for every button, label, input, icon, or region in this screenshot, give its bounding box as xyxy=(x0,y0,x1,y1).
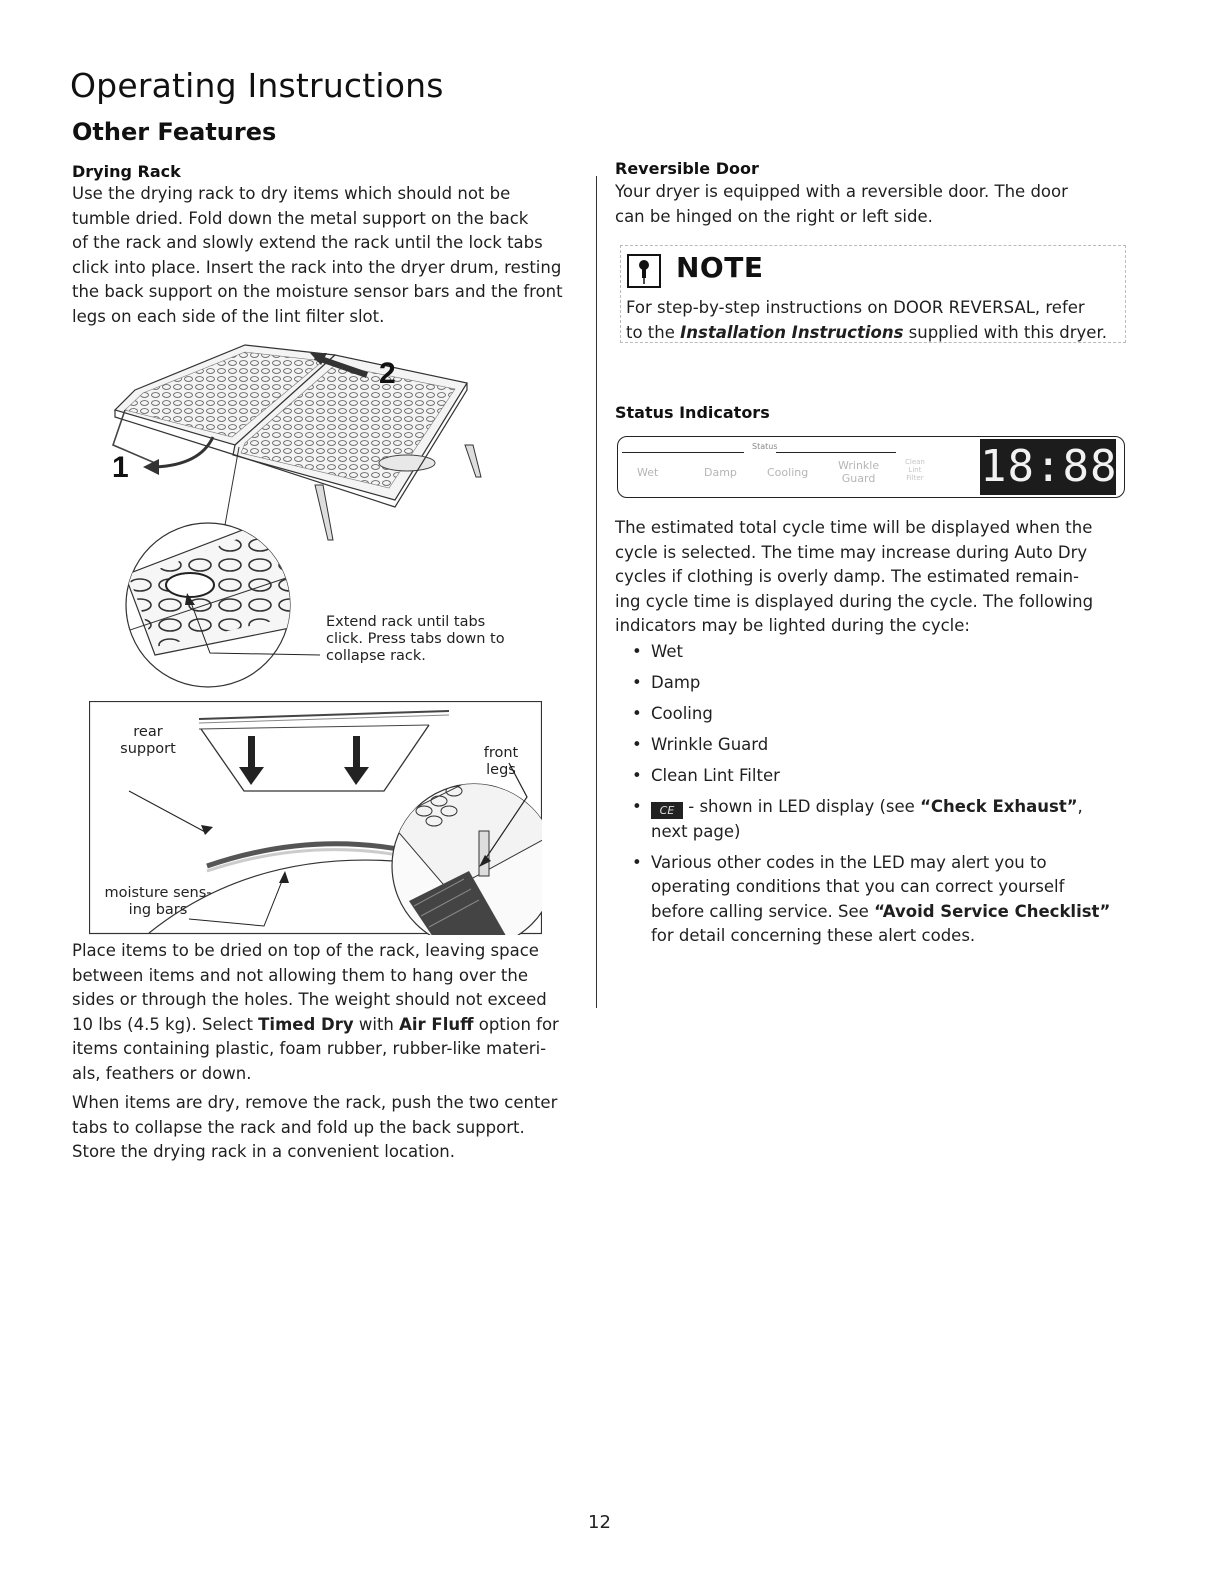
text-line: Place items to be dried on top of the rack, leaving space xyxy=(72,941,539,960)
air-fluff-term: Air Fluff xyxy=(399,1014,474,1034)
list-item xyxy=(628,795,1128,844)
text-line: cycle is selected. The time may increase during Auto Dry xyxy=(615,542,1088,562)
wet-indicator: Wet xyxy=(637,466,659,479)
text-span: to the xyxy=(626,322,681,342)
bullet-icon: • xyxy=(632,766,642,785)
indicator-line: Guard xyxy=(841,472,876,485)
bullet-icon: • xyxy=(632,642,642,661)
list-item xyxy=(628,851,1128,949)
rack-callout xyxy=(326,614,505,665)
wrinkle-guard-indicator xyxy=(838,459,879,485)
step-1-label: 1 xyxy=(112,451,129,484)
timed-dry-term: Timed Dry xyxy=(258,1014,354,1034)
text-line: sides or through the holes. The weight should not exceed xyxy=(72,990,547,1009)
text-line: Store the drying rack in a convenient location. xyxy=(72,1142,455,1161)
bullet-icon: • xyxy=(632,852,642,872)
text-line: items containing plastic, foam rubber, rubber-like materi- xyxy=(72,1039,547,1058)
text-line: cycles if clothing is overly damp. The estimated remain- xyxy=(615,567,1080,586)
item-text: before calling service. See xyxy=(651,901,875,921)
indicator-line: Lint xyxy=(908,466,922,474)
list-item xyxy=(628,764,1128,789)
label-line: moisture sens- xyxy=(104,885,212,901)
text-span: 10 lbs (4.5 kg). Select xyxy=(72,1014,259,1034)
bullet-icon: • xyxy=(632,735,642,754)
label-line: legs xyxy=(486,762,516,778)
text-line: tumble dried. Fold down the metal support on the back xyxy=(72,208,529,228)
callout-line: click. Press tabs down to xyxy=(326,631,505,647)
item-text: Wet xyxy=(651,642,683,661)
status-panel-label: Status xyxy=(752,442,778,451)
status-body xyxy=(615,516,1125,639)
indicator-line: Filter xyxy=(906,474,924,482)
list-item xyxy=(628,640,1128,665)
indicator-list xyxy=(628,640,1128,955)
moisture-bars-label xyxy=(98,885,218,919)
column-divider xyxy=(596,176,597,1008)
label-line: rear xyxy=(133,724,163,740)
pushpin-icon xyxy=(627,254,661,288)
ce-code-chip: CE xyxy=(651,802,683,819)
text-line: Your dryer is equipped with a reversible door. The door xyxy=(615,182,1068,201)
page-title: Operating Instructions xyxy=(70,66,444,105)
text-line: The estimated total cycle time will be displayed when the xyxy=(615,518,1093,537)
clean-lint-filter-indicator xyxy=(905,458,925,482)
item-text: - shown in LED display (see xyxy=(683,797,921,816)
text-span: option for xyxy=(473,1014,559,1034)
item-text: for detail concerning these alert codes. xyxy=(651,926,976,945)
status-indicators-heading: Status Indicators xyxy=(615,403,770,422)
text-line: Use the drying rack to dry items which should not be xyxy=(72,184,511,203)
reversible-door-text xyxy=(615,180,1125,229)
note-line: For step-by-step instructions on DOOR REVERSAL, refer xyxy=(626,298,1085,317)
drying-rack-storage xyxy=(72,1091,582,1165)
text-line: als, feathers or down. xyxy=(72,1063,252,1083)
led-display: 18:88 xyxy=(980,439,1116,495)
bullet-icon: • xyxy=(632,704,642,723)
text-line: can be hinged on the right or left side. xyxy=(615,206,933,226)
item-text: Wrinkle Guard xyxy=(651,735,769,754)
callout-line: Extend rack until tabs xyxy=(326,614,486,630)
item-text: Clean Lint Filter xyxy=(651,766,780,785)
text-line: between items and not allowing them to hang over the xyxy=(72,965,528,985)
bullet-icon: • xyxy=(632,797,642,816)
item-text: operating conditions that you can correct yourself xyxy=(651,877,1065,896)
text-line: legs on each side of the lint filter slot. xyxy=(72,306,385,326)
list-item xyxy=(628,733,1128,758)
label-line: front xyxy=(483,745,519,761)
text-line: of the rack and slowly extend the rack until the lock tabs xyxy=(72,233,543,252)
label-line: ing bars xyxy=(128,902,188,918)
text-span: supplied with this dryer. xyxy=(903,322,1107,342)
status-divider-left xyxy=(622,452,744,453)
item-text: next page) xyxy=(651,821,741,841)
text-line: indicators may be lighted during the cycle: xyxy=(615,616,970,635)
text-line: click into place. Insert the rack into the dryer drum, resting xyxy=(72,257,562,277)
cooling-indicator: Cooling xyxy=(767,466,809,479)
text-line: When items are dry, remove the rack, push the two center xyxy=(72,1093,558,1112)
list-item xyxy=(628,702,1128,727)
text-line: tabs to collapse the rack and fold up the back support. xyxy=(72,1117,525,1137)
note-text xyxy=(626,296,1122,345)
item-text: , xyxy=(1077,797,1083,816)
bullet-icon: • xyxy=(632,673,642,692)
front-legs-label xyxy=(476,745,526,779)
text-span: with xyxy=(353,1014,400,1034)
indicator-line: Clean xyxy=(905,458,925,466)
rear-support-label xyxy=(113,724,183,758)
text-line: the back support on the moisture sensor bars and the front xyxy=(72,282,563,301)
installation-instructions-term: Installation Instructions xyxy=(680,322,904,342)
text-line: ing cycle time is displayed during the cycle. The following xyxy=(615,591,1094,611)
drying-rack-usage xyxy=(72,939,582,1086)
reversible-door-heading: Reversible Door xyxy=(615,159,759,178)
drying-rack-heading: Drying Rack xyxy=(72,162,181,181)
page-number: 12 xyxy=(588,1512,611,1533)
label-line: support xyxy=(120,741,176,757)
item-text: Damp xyxy=(651,673,701,692)
damp-indicator: Damp xyxy=(704,466,737,479)
step-2-label: 2 xyxy=(379,357,396,390)
text-line xyxy=(72,1013,582,1038)
callout-line: collapse rack. xyxy=(326,648,426,664)
check-exhaust-ref: “Check Exhaust” xyxy=(920,797,1078,816)
list-item xyxy=(628,671,1128,696)
note-line xyxy=(626,321,1122,346)
avoid-service-checklist-ref: “Avoid Service Checklist” xyxy=(874,901,1111,921)
status-divider-right xyxy=(776,452,896,453)
item-text: Cooling xyxy=(651,704,713,723)
section-title: Other Features xyxy=(72,118,277,146)
item-text: Various other codes in the LED may alert you to xyxy=(651,852,1047,872)
note-title: NOTE xyxy=(676,251,764,284)
drying-rack-intro xyxy=(72,182,582,329)
indicator-line: Wrinkle xyxy=(838,459,880,472)
